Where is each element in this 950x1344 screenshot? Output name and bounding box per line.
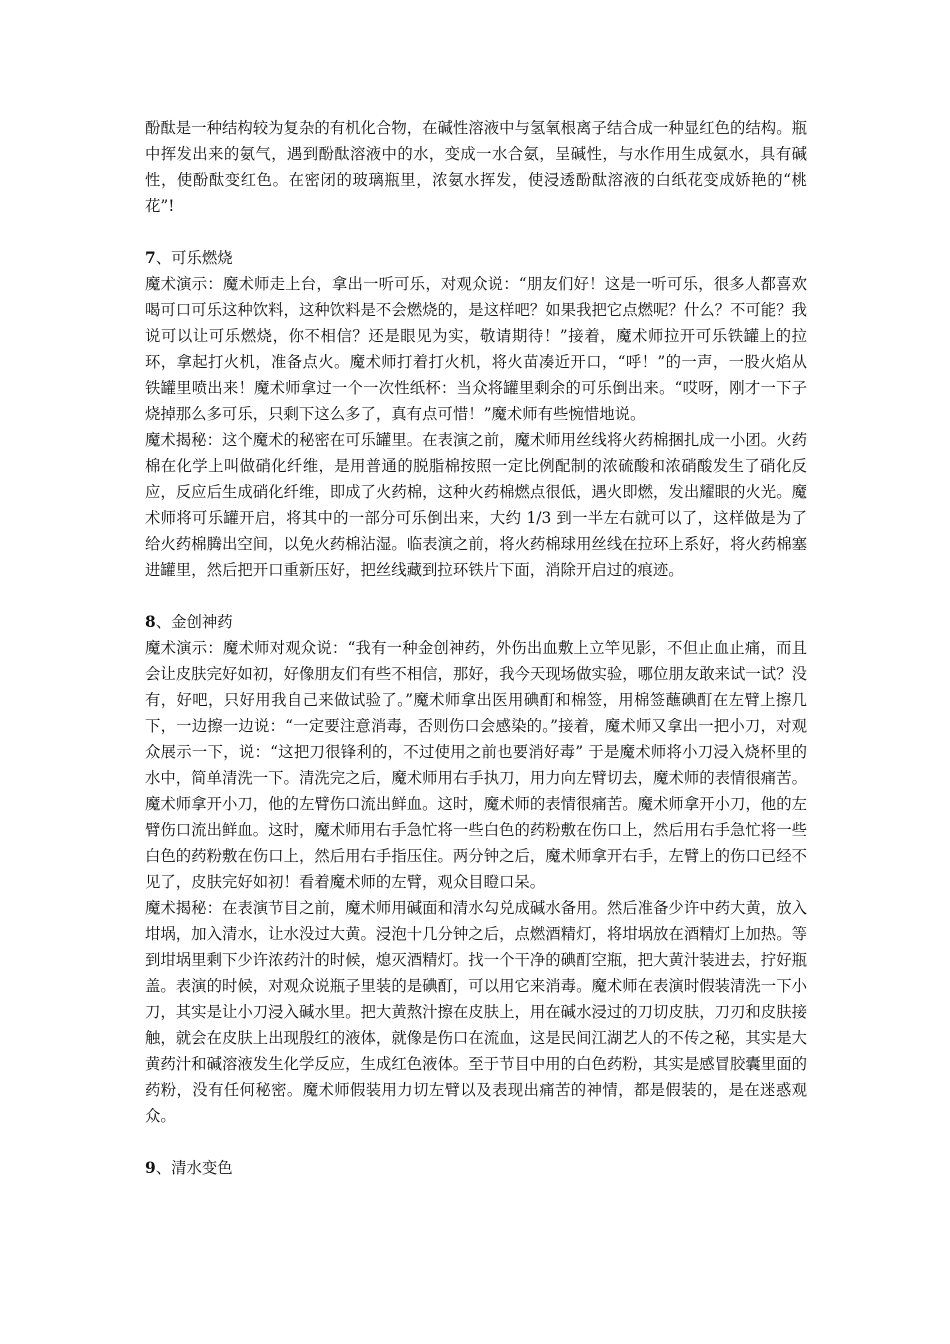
section-7-reveal-paragraph: 魔术揭秘：这个魔术的秘密在可乐罐里。在表演之前，魔术师用丝线将火药棉捆扎成一小团。火药棉在化学上叫做硝化纤维，是用普通的脱脂棉按照一定比例配制的浓硫酸和浓硝酸发生了硝化反应，反应后生成硝化纤维，即成了火药棉，这种火药棉燃点很低，遇火即燃，发出耀眼的火光。魔术师将可乐罐开启，将其中的一部分可乐倒出来，大约 1/3 到一半左右就可以了，这样做是为了给火药棉腾出空间，以免火药棉沾湿。临表演之前，将火药棉球用丝线在拉环上系好，将火药棉塞进罐里，然后把开口重新压好，把丝线藏到拉环铁片下面，消除开启过的痕迹。 [145,431,807,579]
paragraph-gap [145,583,807,609]
section-8-reveal-paragraph: 魔术揭秘：在表演节目之前，魔术师用碱面和清水勾兑成碱水备用。然后准备少许中药大黄，放入坩埚，加入清水，让水没过大黄。浸泡十几分钟之后，点燃酒精灯，将坩埚放在酒精灯上加热。等到坩埚里剩下少许浓药汁的时候，熄灭酒精灯。找一个干净的碘酊空瓶，把大黄汁装进去，拧好瓶盖。表演的时候，对观众说瓶子里装的是碘酊，可以用它来消毒。魔术师在表演时假装清洗一下小刀，其实是让小刀浸入碱水里。把大黄熬汁擦在皮肤上，用在碱水浸过的刀切皮肤，刀刃和皮肤接触，就会在皮肤上出现殷红的液体，就像是伤口在流血，这是民间江湖艺人的不传之秘，其实是大黄药汁和碱溶液发生化学反应，生成红色液体。至于节目中用的白色药粉，其实是感冒胶囊里面的药粉，没有任何秘密。魔术师假装用力切左臂以及表现出痛苦的神情，都是假装的，是在迷惑观众。 [145,899,807,1125]
section-7-demo-paragraph: 魔术演示：魔术师走上台，拿出一听可乐，对观众说：“朋友们好！这是一听可乐，很多人都喜欢喝可口可乐这种饮料，这种饮料是不会燃烧的，是这样吧？如果我把它点燃呢？什么？不可能？我说可以让可乐燃烧，你不相信？还是眼见为实，敬请期待！”接着，魔术师拉开可乐铁罐上的拉环，拿起打火机，准备点火。魔术师打着打火机，将火苗凑近开口，“呼！”的一声，一股火焰从铁罐里喷出来！魔术师拿过一个一次性纸杯：当众将罐里剩余的可乐倒出来。“哎呀，刚才一下子烧掉那么多可乐，只剩下这么多了，真有点可惜！”魔术师有些惋惜地说。 [145,275,807,423]
section-8-title: 、金创神药 [155,613,233,631]
section-7-number: 7 [145,249,156,267]
section-8-number: 8 [145,613,156,631]
section-8-heading [145,609,807,635]
section-7-title: 、可乐燃烧 [155,249,233,267]
section-9-number: 9 [145,1159,156,1177]
intro-paragraph: 酚酞是一种结构较为复杂的有机化合物，在碱性溶液中与氢氧根离子结合成一种显红色的结构。瓶中挥发出来的氨气，遇到酚酞溶液中的水，变成一水合氨，呈碱性，与水作用生成氨水，具有碱性，使酚酞变红色。在密闭的玻璃瓶里，浓氨水挥发，使浸透酚酞溶液的白纸花变成娇艳的“桃花”! [145,119,807,215]
paragraph-gap [145,1129,807,1155]
document-page [145,115,807,1181]
section-9-heading [145,1155,807,1181]
paragraph-gap [145,219,807,245]
section-8-demo-paragraph: 魔术演示：魔术师对观众说：“我有一种金创神药，外伤出血敷上立竿见影，不但止血止痛，而且会让皮肤完好如初，好像朋友们有些不相信，那好，我今天现场做实验，哪位朋友敢来试一试？没有，好吧，只好用我自己来做试验了。”魔术师拿出医用碘酊和棉签，用棉签蘸碘酊在左臂上擦几下，一边擦一边说：“一定要注意消毒，否则伤口会感染的。”接着，魔术师又拿出一把小刀，对观众展示一下，说：“这把刀很锋利的，不过使用之前也要消好毒” 于是魔术师将小刀浸入烧杯里的水中，简单清洗一下。清洗完之后，魔术师用右手执刀，用力向左臂切去，魔术师的表情很痛苦。魔术师拿开小刀，他的左臂伤口流出鲜血。这时，魔术师的表情很痛苦。魔术师拿开小刀，他的左臂伤口流出鲜血。这时，魔术师用右手急忙将一些白色的药粉敷在伤口上，然后用右手急忙将一些白色的药粉敷在伤口上，然后用右手指压住。两分钟之后，魔术师拿开右手，左臂上的伤口已经不见了，皮肤完好如初！看着魔术师的左臂，观众目瞪口呆。 [145,639,807,891]
section-9-title: 、清水变色 [155,1159,233,1177]
section-7-heading [145,245,807,271]
